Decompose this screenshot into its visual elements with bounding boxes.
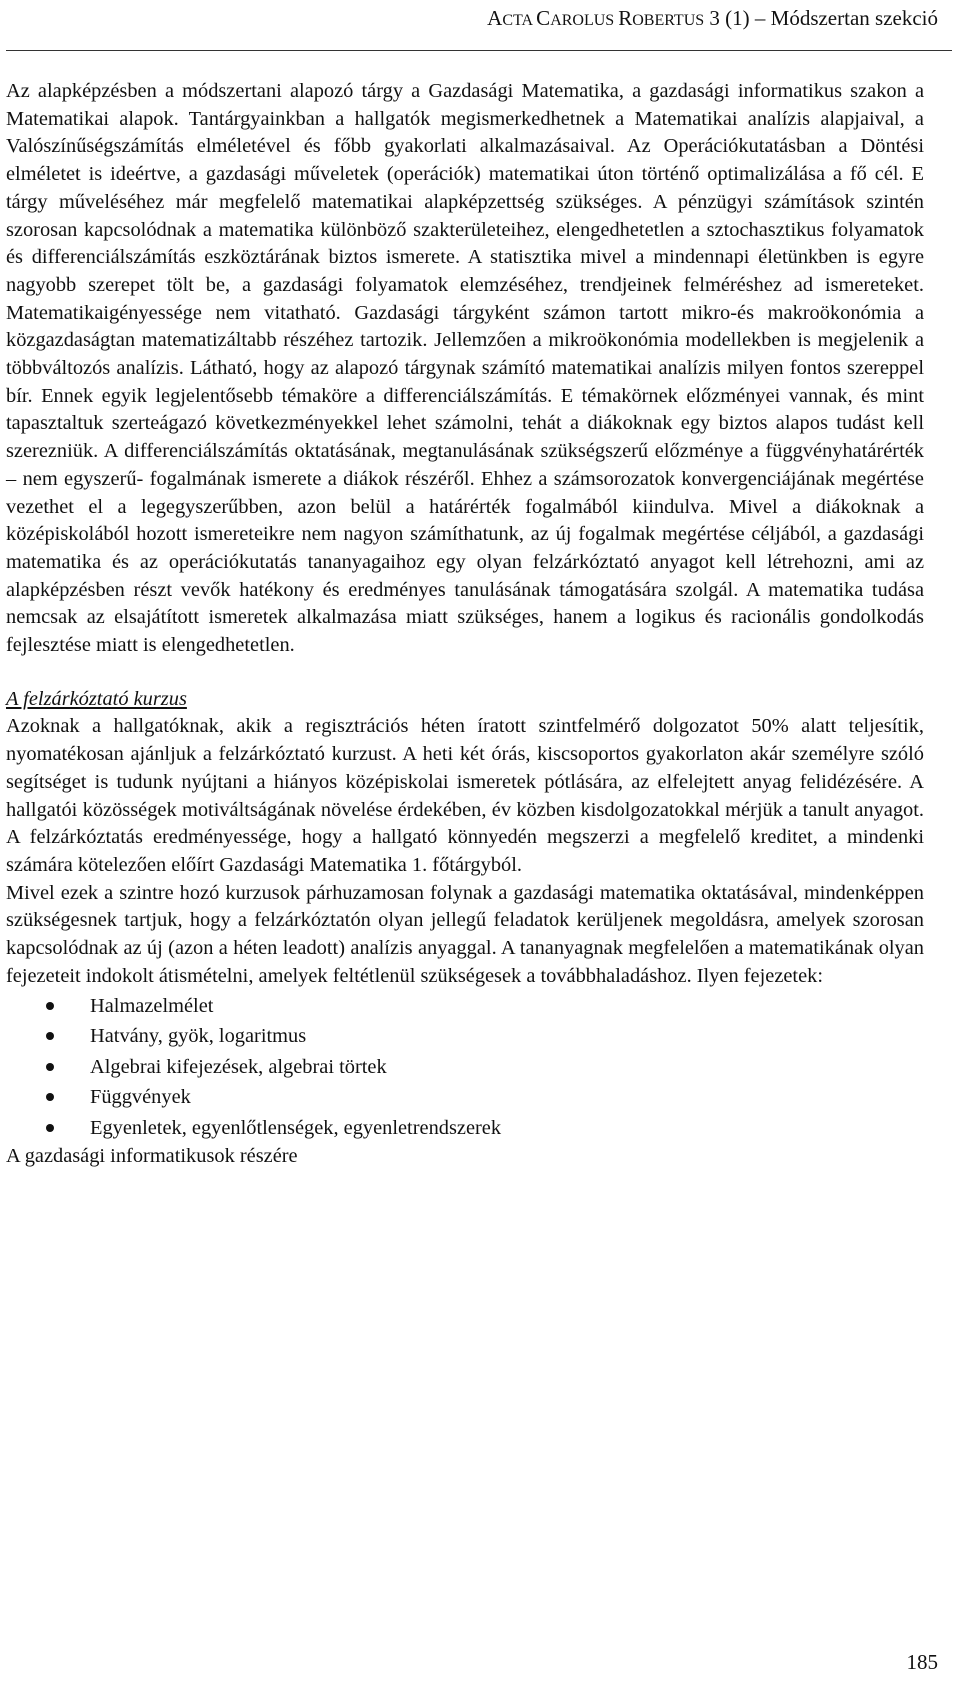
running-header xyxy=(487,6,938,31)
journal-title-caps-2: C xyxy=(536,6,551,30)
page-body xyxy=(6,78,924,1171)
list-item-text: Egyenletek, egyenlőtlenségek, egyenletrendszerek xyxy=(90,1116,502,1139)
list-item-text: Algebrai kifejezések, algebrai törtek xyxy=(90,1055,387,1078)
page-number: 185 xyxy=(906,1650,938,1674)
header-rule xyxy=(6,50,952,51)
bullet-icon xyxy=(46,1063,54,1071)
topic-list xyxy=(6,991,924,1144)
list-item-text: Halmazelmélet xyxy=(90,994,214,1017)
journal-title-caps-1: A xyxy=(487,6,503,30)
list-item xyxy=(6,1052,924,1083)
journal-title-small-1: CTA xyxy=(502,12,537,29)
course-paragraph-1: Azoknak a hallgatóknak, akik a regisztrációs héten íratott szintfelmérő dolgozatot 50% alatt teljesítik, nyomatékosan ajánljuk a felzárkóztató kurzust. A heti két órás, kiscsoportos gyakorlaton akár személyre szóló segítséget is tudunk nyújtani a hiányos középiskolai ismeretek pótlására, az elfelejtett anyag felidézésére. A hallgatói közösségek motiváltságának növelése érdekében, év közben kisdolgozatokkal mérjük a tanult anyagot. A felzárkóztatás eredményessége, hogy a hallgató könnyedén megszerzi a megfelelő kreditet, a mindenki számára kötelezően előírt Gazdasági Matematika 1. főtárgyból. xyxy=(6,715,924,876)
bullet-icon xyxy=(46,1032,54,1040)
bullet-icon xyxy=(46,1124,54,1132)
journal-title-small-3: OBERTUS xyxy=(632,12,705,29)
closing-line: A gazdasági informatikusok részére xyxy=(6,1145,298,1168)
list-item-text: Hatvány, gyök, logaritmus xyxy=(90,1025,307,1048)
journal-title-small-2: AROLUS xyxy=(550,12,619,29)
section-heading xyxy=(6,686,924,714)
bullet-icon xyxy=(46,1093,54,1101)
list-item xyxy=(6,991,924,1022)
bullet-icon xyxy=(46,1002,54,1010)
journal-title-caps-3: R xyxy=(618,6,633,30)
list-item xyxy=(6,1021,924,1052)
section-heading-text: A felzárkóztató kurzus xyxy=(6,687,187,710)
course-paragraph-2: Mivel ezek a szintre hozó kurzusok párhuzamosan folynak a gazdasági matematika oktatásával, mindenképpen szükségesnek tartjuk, hogy a felzárkóztatón olyan jellegű feladatok kerüljenek megoldásra, amelyek szorosan kapcsolódnak az új (azon a héten leadott) analízis anyaggal. A tananyagnak megfelelően a matematikának olyan fejezeteit indokolt átismételni, amelyek feltétlenül szükségesek a továbbhaladáshoz. Ilyen fejezetek: xyxy=(6,881,924,987)
intro-paragraph: Az alapképzésben a módszertani alapozó tárgy a Gazdasági Matematika, a gazdasági informatikus szakon a Matematikai alapok. Tantárgyainkban a hallgatók megismerkedhetnek a Matematikai analízis alapjaival, a Valószínűségszámítás elméletével és főbb gyakorlati alkalmazásaival. Az Operációkutatásban a Döntési elméletet is ideértve, a gazdasági műveletek (operációk) matematikai úton történő optimalizálása a fő cél. E tárgy műveléséhez már megfelelő matematikai alapképzettség szükséges. A pénzügyi számítások szintén szorosan kapcsolódnak a matematika különböző szakterületeihez, elengedhetetlen a sztochasztikus folyamatok és differenciálszámítás eszköztárának biztos ismerete. A statisztika mivel a mindennapi életünkben is egyre nagyobb szerepet tölt be, a gazdasági folyamatok elemzéséhez, trendjeinek felméréshez ad ismereteket. Matematikaigényessége nem vitatható. Gazdasági tárgyként számon tartott mikro-és makroökonómia a közgazdaságtan matematizáltabb részéhez tartozik. Jellemzően a mikroökonómia modellekben is megjelenik a többváltozós analízis. Látható, hogy az alapozó tárgynak számító matematikai analízis milyen fontos szereppel bír. Ennek egyik legjelentősebb témaköre a differenciálszámítás. E témakörnek előzményei vannak, és mint tapasztaltuk szerteágazó következményekkel lehet számolni, tehát a diákoknak egy biztos alapos tudást kell szerezniük. A differenciálszámítás oktatásának, megtanulásának szükségszerű előzménye a függvényhatárérték – nem egyszerű- fogalmának ismerete a diákok részéről. Ehhez a számsorozatok konvergenciájának megértése vezethet el a legegyszerűbben, azon belül a határérték fogalmából kiindulva. Mivel a diákoknak a középiskolából hozott ismereteikre nem nagyon számíthatunk, az új fogalmak megértése céljából, a gazdasági matematika és az operációkutatás tananyagaihoz egy olyan felzárkóztató anyagot kell létrehozni, ami az alapképzésben részt vevők hatékony és eredményes tanulásának támogatására szolgál. A matematika tudása nemcsak az elsajátított ismeretek alkalmazása miatt szükséges, hanem a logikus és racionális gondolkodás fejlesztése miatt is elengedhetetlen. xyxy=(6,80,924,657)
list-item-text: Függvények xyxy=(90,1086,191,1109)
list-item xyxy=(6,1113,924,1144)
journal-issue-section: 3 (1) – Módszertan szekció xyxy=(704,6,938,30)
list-item xyxy=(6,1082,924,1113)
